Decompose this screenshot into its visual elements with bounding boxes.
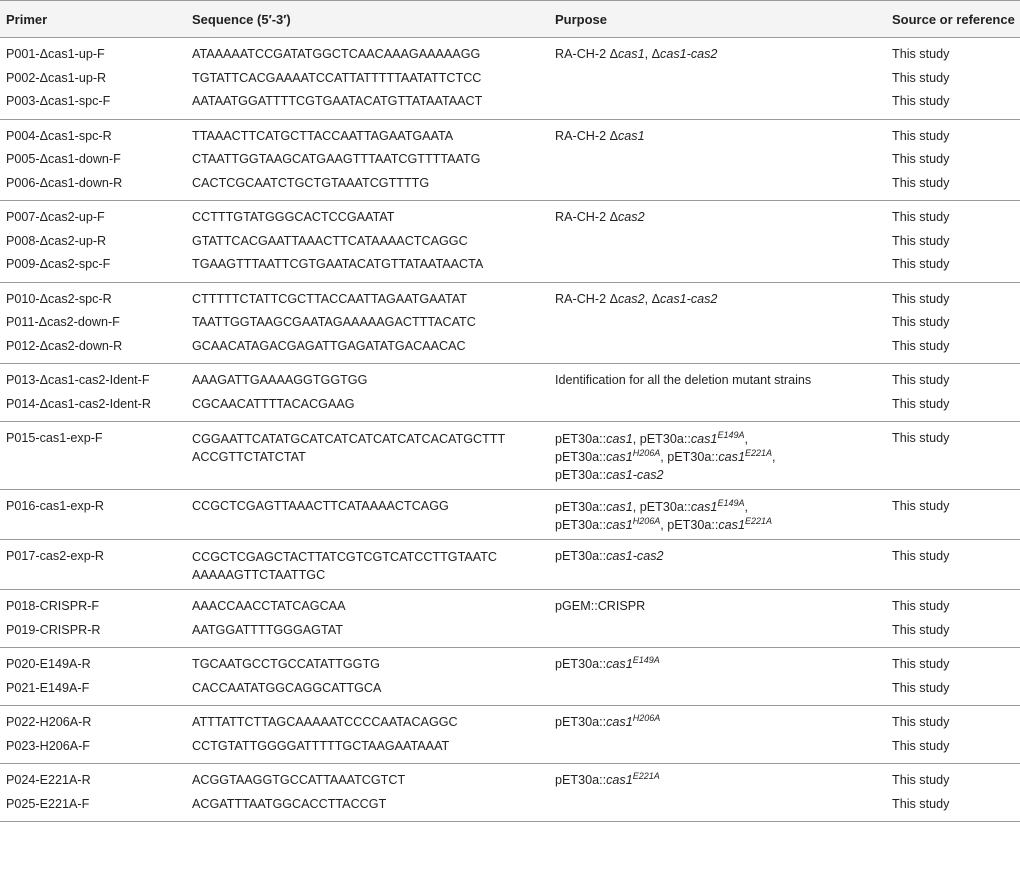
source-reference: This study [892,796,950,811]
purpose-segment: RA-CH-2 Δ [555,128,618,143]
primer-sequence: CGCAACATTTTACACGAAG [192,396,355,411]
header-row [0,1,1020,38]
primer-cell [0,490,186,540]
italic-gene: cas1-cas2 [660,291,718,306]
purpose-segment: RA-CH-2 Δ [555,291,618,306]
italic-gene: cas1 [606,500,633,514]
table-group-row [0,282,1020,364]
primer-name: P015-cas1-exp-F [6,431,103,445]
source-reference: This study [892,680,950,695]
primer-name: P016-cas1-exp-R [6,499,104,513]
primer-name: P007-Δcas2-up-F [6,210,105,224]
purpose-segment: , pET30a:: [660,450,719,464]
primer-cell [0,764,186,822]
primer-name: P023-H206A-F [6,738,90,753]
table-group-row [0,764,1020,822]
source-cell [886,590,1020,648]
table-group-row [0,540,1020,590]
purpose-cell [549,119,886,201]
purpose-line [555,595,886,619]
purpose-segment: , [744,432,748,446]
source-cell [886,540,1020,590]
italic-gene: cas1-cas2 [660,47,718,61]
primer-name: P006-Δcas1-down-R [6,175,123,190]
purpose-segment: , Δ [644,291,661,306]
header-sequence: Sequence (5′-3′) [186,1,549,38]
sequence-cell [186,422,549,490]
purpose-cell [549,540,886,590]
sequence-cell [186,38,549,120]
table-group-row [0,706,1020,764]
primer-name: P013-Δcas1-cas2-Ident-F [6,373,150,387]
source-cell [886,422,1020,490]
superscript: H206A [632,516,661,526]
purpose-segment: , [744,500,748,514]
purpose-segment: pET30a:: [555,773,607,787]
source-cell [886,119,1020,201]
source-reference: This study [892,47,950,61]
source-cell [886,38,1020,120]
source-reference: This study [892,291,950,306]
primer-sequence: ATTTATTCTTAGCAAAAATCCCCAATACAGGC [192,715,458,729]
purpose-line [555,545,886,569]
sequence-cell [186,201,549,283]
primer-name: P010-Δcas2-spc-R [6,291,112,306]
primer-name: P014-Δcas1-cas2-Ident-R [6,396,151,411]
purpose-line [555,466,886,484]
purpose-segment: pET30a:: [555,468,607,482]
source-reference: This study [892,773,950,787]
primer-cell [0,38,186,120]
source-reference: This study [892,257,950,271]
purpose-text [555,125,886,149]
italic-gene: cas1 [606,518,633,532]
sequence-cell [186,764,549,822]
italic-gene: cas1 [618,128,645,143]
primer-sequence: GTATTCACGAATTAAACTTCATAAAACTCAGGC [192,233,468,248]
purpose-text [555,769,886,793]
primer-cell [0,119,186,201]
primer-name: P005-Δcas1-down-F [6,152,121,166]
sequence-cell [186,490,549,540]
italic-gene: cas1-cas2 [606,549,664,563]
purpose-segment: , pET30a:: [632,500,691,514]
purpose-segment: pET30a:: [555,518,607,532]
superscript: H206A [632,713,661,723]
italic-gene: cas1 [718,518,745,532]
source-reference: This study [892,499,950,513]
source-reference: This study [892,396,950,411]
italic-gene: cas1 [606,432,633,446]
primer-sequence: CACTCGCAATCTGCTGTAAATCGTTTTG [192,175,430,190]
purpose-cell [549,490,886,540]
source-reference: This study [892,94,950,108]
superscript: H206A [632,448,661,458]
primer-sequence: ACGGTAAGGTGCCATTAAATCGTCT [192,773,406,787]
source-cell [886,282,1020,364]
table-group-row [0,590,1020,648]
table-group-row [0,364,1020,422]
source-reference: This study [892,373,950,387]
purpose-text [555,495,886,534]
primer-cell [0,706,186,764]
purpose-line [555,498,886,516]
sequence-cell [186,282,549,364]
purpose-line [555,769,886,793]
source-cell [886,201,1020,283]
superscript: E149A [717,498,745,508]
italic-gene: cas1 [718,450,745,464]
primer-cell [0,201,186,283]
primer-name: P008-Δcas2-up-R [6,233,107,248]
primer-name: P002-Δcas1-up-R [6,70,107,85]
purpose-segment: RA-CH-2 Δ [555,47,618,61]
italic-gene: cas1 [606,773,633,787]
primer-sequence: GCAACATAGACGAGATTGAGATATGACAACAC [192,338,466,353]
purpose-cell [549,764,886,822]
purpose-line [555,43,886,67]
primer-sequence: CCGCTCGAGTTAAACTTCATAAAACTCAGG [192,499,449,513]
purpose-cell [549,282,886,364]
purpose-text [555,653,886,677]
header-source: Source or reference [886,1,1020,38]
purpose-line [555,206,886,230]
primer-sequence: CGGAATTCATATGCATCATCATCATCATCACATGCTTT [192,432,506,446]
purpose-line [555,516,886,534]
superscript: E221A [744,448,772,458]
primer-name: P024-E221A-R [6,773,91,787]
purpose-segment: pET30a:: [555,450,607,464]
italic-gene: cas1 [690,500,718,514]
superscript: E221A [632,771,660,781]
primer-sequence: AAAGATTGAAAAGGTGGTGG [192,373,368,387]
purpose-text [555,206,886,230]
italic-gene: cas1 [618,47,645,61]
superscript: E149A [717,430,745,440]
source-reference: This study [892,175,950,190]
purpose-text [555,711,886,735]
source-reference: This study [892,599,950,613]
purpose-segment: Identification for all the deletion mutant strains [555,373,812,387]
purpose-cell [549,590,886,648]
purpose-text [555,545,886,569]
primer-name: P011-Δcas2-down-F [6,315,120,329]
purpose-line [555,369,886,393]
primer-sequence: TTAAACTTCATGCTTACCAATTAGAATGAATA [192,128,454,143]
purpose-segment: pET30a:: [555,549,607,563]
primer-sequence: CCTTTGTATGGGCACTCCGAATAT [192,210,395,224]
primer-sequence: CCTGTATTGGGGATTTTTGCTAAGAATAAAT [192,738,450,753]
source-reference: This study [892,657,950,671]
italic-gene: cas1 [606,657,633,671]
purpose-segment: , pET30a:: [632,432,691,446]
source-reference: This study [892,431,950,445]
italic-gene: cas1 [606,715,633,729]
purpose-segment: pET30a:: [555,500,607,514]
source-reference: This study [892,128,950,143]
superscript: E221A [744,516,772,526]
source-reference: This study [892,315,950,329]
primer-sequence: ACCGTTCTATCTAT [192,450,306,464]
primer-name: P004-Δcas1-spc-R [6,128,112,143]
purpose-text [555,43,886,67]
sequence-cell [186,364,549,422]
source-cell [886,764,1020,822]
source-reference: This study [892,70,950,85]
table-group-row [0,648,1020,706]
sequence-cell [186,590,549,648]
primer-cell [0,422,186,490]
purpose-line [555,653,886,677]
purpose-segment: pET30a:: [555,432,607,446]
header-purpose: Purpose [549,1,886,38]
source-reference: This study [892,210,950,224]
purpose-line [555,125,886,149]
table-group-row [0,38,1020,120]
primer-name: P025-E221A-F [6,796,90,811]
purpose-cell [549,706,886,764]
table-group-row [0,490,1020,540]
purpose-text [555,595,886,619]
source-reference: This study [892,715,950,729]
purpose-text [555,369,886,393]
primer-sequence: TGTATTCACGAAAATCCATTATTTTTAATATTCTCC [192,70,482,85]
purpose-segment: , [772,450,776,464]
primer-cell [0,648,186,706]
source-cell [886,364,1020,422]
primer-name: P018-CRISPR-F [6,599,100,613]
purpose-segment: , pET30a:: [660,518,719,532]
purpose-cell [549,648,886,706]
primer-sequence: AATAATGGATTTTCGTGAATACATGTTATAATAACT [192,94,483,108]
primer-name: P012-Δcas2-down-R [6,338,123,353]
purpose-line [555,288,886,312]
primer-name: P001-Δcas1-up-F [6,47,105,61]
italic-gene: cas2 [618,291,645,306]
italic-gene: cas2 [618,210,645,224]
sequence-cell [186,540,549,590]
primer-cell [0,540,186,590]
source-cell [886,490,1020,540]
purpose-cell [549,38,886,120]
sequence-cell [186,706,549,764]
primer-name: P003-Δcas1-spc-F [6,94,111,108]
primer-sequence: AAACCAACCTATCAGCAA [192,599,346,613]
primer-cell [0,590,186,648]
primer-name: P021-E149A-F [6,680,90,695]
purpose-segment: pET30a:: [555,657,607,671]
source-reference: This study [892,549,950,563]
primer-sequence: TGAAGTTTAATTCGTGAATACATGTTATAATAACTA [192,257,484,271]
purpose-text [555,427,886,484]
primer-name: P020-E149A-R [6,657,91,671]
purpose-line [555,448,886,466]
primer-sequence: CTTTTTCTATTCGCTTACCAATTAGAATGAATAT [192,291,467,306]
purpose-line [555,430,886,448]
primer-sequence: CCGCTCGAGCTACTTATCGTCGTCATCCTTGTAATC [192,550,498,564]
primer-sequence: AATGGATTTTGGGAGTAT [192,622,343,637]
primer-sequence: CACCAATATGGCAGGCATTGCA [192,680,382,695]
purpose-cell [549,422,886,490]
header-primer: Primer [0,1,186,38]
primer-sequence: TAATTGGTAAGCGAATAGAAAAAGACTTTACATC [192,315,476,329]
primer-sequence: ACGATTTAATGGCACCTTACCGT [192,796,387,811]
primer-sequence: CTAATTGGTAAGCATGAAGTTTAATCGTTTTAATG [192,152,481,166]
table-body [0,38,1020,822]
source-reference: This study [892,152,950,166]
purpose-cell [549,201,886,283]
italic-gene: cas1 [690,432,718,446]
table-group-row [0,119,1020,201]
primer-name: P019-CRISPR-R [6,622,101,637]
purpose-segment: pET30a:: [555,715,607,729]
source-cell [886,648,1020,706]
italic-gene: cas1 [606,450,633,464]
primer-cell [0,282,186,364]
primer-name: P009-Δcas2-spc-F [6,257,111,271]
primer-name: P022-H206A-R [6,715,92,729]
purpose-segment: , Δ [644,47,661,61]
primer-sequence: ATAAAAATCCGATATGGCTCAACAAAGAAAAAGG [192,47,481,61]
source-reference: This study [892,233,950,248]
purpose-cell [549,364,886,422]
table-group-row [0,422,1020,490]
primer-cell [0,364,186,422]
table-group-row [0,201,1020,283]
sequence-cell [186,119,549,201]
italic-gene: cas1-cas2 [606,468,664,482]
primer-sequence: AAAAAGTTCTAATTGC [192,568,326,582]
purpose-segment: pGEM::CRISPR [555,599,646,613]
sequence-cell [186,648,549,706]
purpose-text [555,288,886,312]
source-reference: This study [892,622,950,637]
source-reference: This study [892,338,950,353]
primer-sequence: TGCAATGCCTGCCATATTGGTG [192,657,380,671]
superscript: E149A [632,655,660,665]
purpose-segment: RA-CH-2 Δ [555,210,618,224]
source-cell [886,706,1020,764]
primer-name: P017-cas2-exp-R [6,549,104,563]
purpose-line [555,711,886,735]
source-reference: This study [892,738,950,753]
